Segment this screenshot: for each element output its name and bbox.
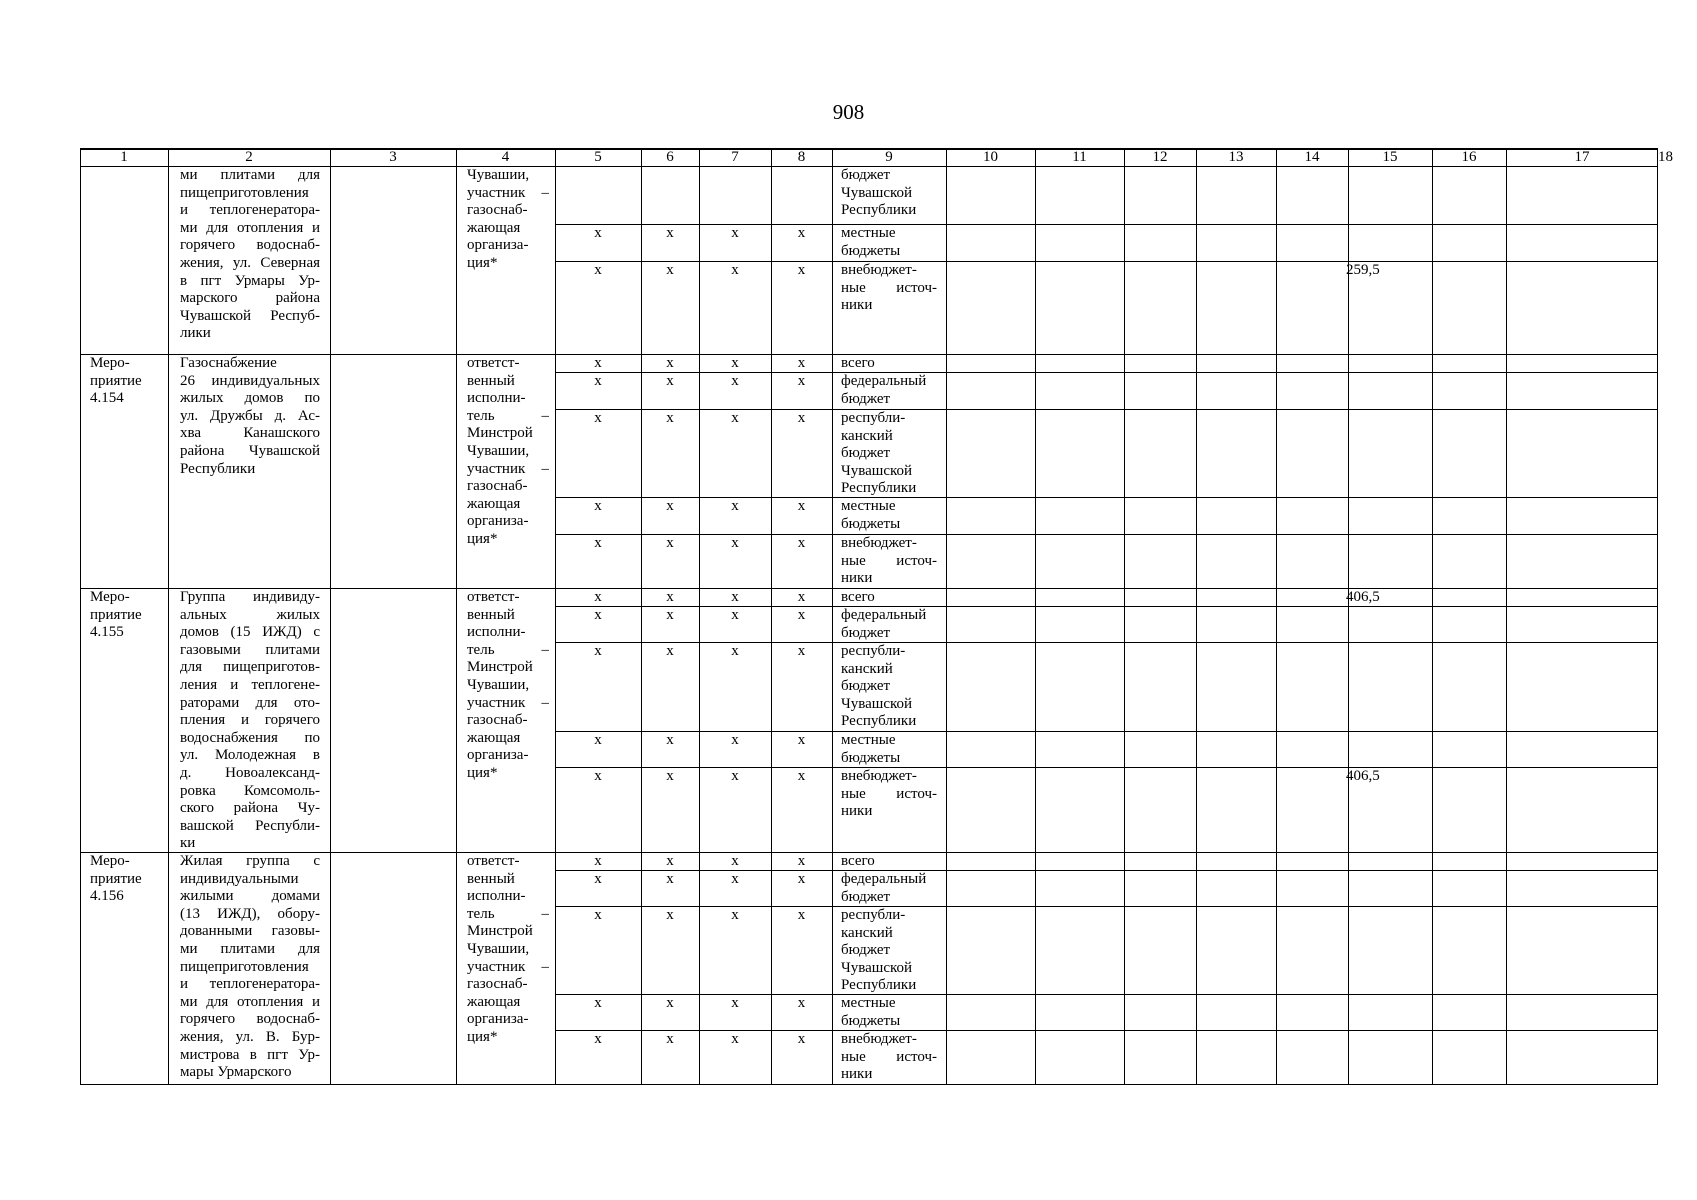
x-mark: x bbox=[666, 871, 674, 887]
x-mark: x bbox=[731, 373, 739, 389]
column-rule bbox=[1276, 148, 1277, 1084]
funding-source bbox=[841, 262, 937, 315]
budget-table bbox=[80, 148, 1673, 1084]
measure-description-line: хва Канашского bbox=[180, 425, 320, 442]
funding-source-line: ники bbox=[841, 570, 873, 587]
funding-source-line: местные bbox=[841, 995, 896, 1011]
x-mark: x bbox=[731, 262, 739, 278]
x-mark: x bbox=[666, 768, 674, 784]
value-col-15: 259,5 bbox=[1346, 262, 1380, 278]
column-rule bbox=[771, 148, 772, 1084]
funding-source-line: внебюджет- bbox=[841, 535, 917, 551]
executor-line: исполни- bbox=[467, 624, 526, 641]
funding-source-line: ные источ- bbox=[841, 1048, 937, 1065]
executor-line: жающая bbox=[467, 993, 521, 1010]
funding-source-line: внебюджет- bbox=[841, 768, 917, 784]
funding-source-line: бюджет bbox=[841, 390, 891, 407]
funding-source-line: канский bbox=[841, 924, 893, 941]
measure-id-line: приятие bbox=[90, 606, 142, 623]
measure-id-line: 4.156 bbox=[90, 888, 124, 905]
column-rule bbox=[1196, 148, 1197, 1084]
x-mark: x bbox=[731, 907, 739, 923]
funding-source bbox=[841, 768, 937, 821]
executor-line: ответст- bbox=[467, 853, 520, 869]
funding-source bbox=[841, 995, 937, 1030]
measure-description-line: (13 ИЖД), обору- bbox=[180, 905, 320, 922]
executor-line: участник – bbox=[467, 958, 549, 975]
measure-description-line: дованными газовы- bbox=[180, 923, 320, 940]
measure-description bbox=[180, 167, 320, 343]
x-mark: x bbox=[594, 768, 602, 784]
header-cell-17: 17 bbox=[1574, 149, 1590, 165]
funding-source bbox=[841, 643, 937, 731]
x-mark: x bbox=[731, 498, 739, 514]
column-rule bbox=[832, 148, 833, 1084]
header-cell-11: 11 bbox=[1072, 149, 1087, 165]
x-mark: x bbox=[797, 871, 806, 887]
x-mark: x bbox=[594, 1031, 602, 1047]
funding-source-line: федеральный bbox=[841, 373, 927, 389]
measure-description-line: в пгт Урмары Ур- bbox=[180, 272, 320, 289]
x-mark: x bbox=[594, 607, 602, 623]
measure-description-line: альных жилых bbox=[180, 606, 320, 623]
x-mark: x bbox=[797, 907, 806, 923]
x-mark: x bbox=[594, 995, 602, 1011]
x-mark: x bbox=[594, 589, 602, 605]
measure-description-line: индивидуальными bbox=[180, 870, 299, 887]
x-mark: x bbox=[666, 732, 674, 748]
column-rule bbox=[699, 148, 700, 1084]
x-mark: x bbox=[666, 907, 674, 923]
measure-description-line: района Чувашской bbox=[180, 442, 320, 459]
measure-description-line: ского района Чу- bbox=[180, 800, 320, 817]
header-cell-12: 12 bbox=[1152, 149, 1168, 165]
measure-description-line: Чувашской Респуб- bbox=[180, 307, 320, 324]
header-cell-15: 15 bbox=[1382, 149, 1398, 165]
x-mark: x bbox=[797, 732, 806, 748]
measure-description-line: жилыми домами bbox=[180, 888, 320, 905]
funding-source-line: внебюджет- bbox=[841, 1031, 917, 1047]
funding-source-line: канский bbox=[841, 660, 893, 677]
measure-description-line: ул. Дружбы д. Ас- bbox=[180, 407, 320, 424]
column-rule bbox=[1432, 148, 1433, 1084]
funding-source bbox=[841, 167, 937, 220]
x-mark: x bbox=[797, 589, 806, 605]
funding-source-line: Республики bbox=[841, 977, 917, 994]
funding-source-line: Республики bbox=[841, 713, 917, 730]
funding-source-line: федеральный bbox=[841, 871, 927, 887]
x-mark: x bbox=[797, 607, 806, 623]
measure-id bbox=[90, 355, 162, 408]
x-mark: x bbox=[731, 607, 739, 623]
funding-source-line: бюджет bbox=[841, 624, 891, 641]
x-mark: x bbox=[731, 853, 739, 869]
x-mark: x bbox=[731, 225, 739, 241]
measure-description-line: ул. Молодежная в bbox=[180, 747, 320, 764]
header-cell-5: 5 bbox=[594, 149, 602, 165]
x-mark: x bbox=[797, 768, 806, 784]
x-mark: x bbox=[797, 262, 806, 278]
executor-line: газоснаб- bbox=[467, 478, 528, 495]
executor-line: газоснаб- bbox=[467, 202, 528, 219]
funding-source-line: республи- bbox=[841, 410, 906, 426]
executor-line: Чувашии, bbox=[467, 442, 530, 459]
funding-source-line: Республики bbox=[841, 202, 917, 219]
funding-source bbox=[841, 607, 937, 642]
x-mark: x bbox=[666, 589, 674, 605]
header-cell-9: 9 bbox=[885, 149, 893, 165]
measure-description-line: вашской Республи- bbox=[180, 817, 320, 834]
header-cell-2: 2 bbox=[245, 149, 253, 165]
measure-description-line: лики bbox=[180, 325, 211, 342]
executor-line: Минстрой bbox=[467, 659, 533, 676]
x-mark: x bbox=[731, 1031, 739, 1047]
executor-line: Минстрой bbox=[467, 923, 533, 940]
executor-line: организа- bbox=[467, 1011, 529, 1028]
funding-source-line: Чувашской bbox=[841, 462, 913, 479]
executor bbox=[467, 589, 549, 783]
funding-source-line: всего bbox=[841, 589, 875, 605]
measure-description-line: ми для отопления и bbox=[180, 993, 320, 1010]
measure-description-line: и теплогенератора- bbox=[180, 976, 320, 993]
measure-description-line: для пищеприготов- bbox=[180, 659, 320, 676]
measure-description-line: Жилая группа с bbox=[180, 853, 320, 869]
funding-source bbox=[841, 373, 937, 408]
executor-line: жающая bbox=[467, 219, 521, 236]
measure-description-line: мистрова в пгт Ур- bbox=[180, 1046, 320, 1063]
executor-line: Чувашии, bbox=[467, 167, 530, 183]
measure-description-line: мары Урмарского bbox=[180, 1064, 292, 1081]
x-mark: x bbox=[666, 225, 674, 241]
funding-source-line: бюджет bbox=[841, 678, 891, 695]
measure-description-line: газовыми плитами bbox=[180, 641, 320, 658]
x-mark: x bbox=[666, 373, 674, 389]
x-mark: x bbox=[666, 607, 674, 623]
measure-description-line: ровка Комсомоль- bbox=[180, 782, 320, 799]
executor-line: ответст- bbox=[467, 355, 520, 371]
x-mark: x bbox=[666, 995, 674, 1011]
x-mark: x bbox=[731, 535, 739, 551]
measure-description-line: Газоснабжение bbox=[180, 355, 277, 371]
x-mark: x bbox=[594, 262, 602, 278]
executor-line: организа- bbox=[467, 513, 529, 530]
x-mark: x bbox=[731, 995, 739, 1011]
funding-source-line: бюджет bbox=[841, 167, 891, 183]
column-rule bbox=[80, 148, 81, 1084]
x-mark: x bbox=[594, 871, 602, 887]
x-mark: x bbox=[797, 535, 806, 551]
measure-description-line: ки bbox=[180, 835, 196, 852]
executor-line: участник – bbox=[467, 184, 549, 201]
measure-description-line: пления и горячего bbox=[180, 712, 320, 729]
funding-source-line: бюджет bbox=[841, 445, 891, 462]
x-mark: x bbox=[666, 355, 674, 371]
measure-id-line: Меро- bbox=[90, 853, 130, 869]
funding-source-line: местные bbox=[841, 732, 896, 748]
funding-source-line: Республики bbox=[841, 480, 917, 497]
executor-line: венный bbox=[467, 372, 515, 389]
funding-source-line: ные источ- bbox=[841, 552, 937, 569]
x-mark: x bbox=[797, 410, 806, 426]
column-rule bbox=[555, 148, 556, 1084]
measure-description-line: жения, ул. В. Бур- bbox=[180, 1028, 320, 1045]
measure-description-line: раторами для ото- bbox=[180, 694, 320, 711]
header-cell-18: 18 bbox=[1658, 149, 1673, 165]
x-mark: x bbox=[731, 732, 739, 748]
column-rule bbox=[641, 148, 642, 1084]
x-mark: x bbox=[731, 643, 739, 659]
value-col-15: 406,5 bbox=[1346, 589, 1380, 605]
funding-source-line: ники bbox=[841, 1066, 873, 1083]
executor-line: жающая bbox=[467, 495, 521, 512]
x-mark: x bbox=[594, 535, 602, 551]
executor bbox=[467, 167, 549, 273]
x-mark: x bbox=[666, 262, 674, 278]
measure-id bbox=[90, 589, 162, 642]
measure-description-line: жилых домов по bbox=[180, 390, 320, 407]
measure-id-line: Меро- bbox=[90, 589, 130, 605]
executor-line: организа- bbox=[467, 747, 529, 764]
column-rule bbox=[1506, 148, 1507, 1084]
funding-source-line: республи- bbox=[841, 907, 906, 923]
column-rule bbox=[946, 148, 947, 1084]
executor-line: жающая bbox=[467, 729, 521, 746]
funding-source-line: местные bbox=[841, 498, 896, 514]
executor-line: газоснаб- bbox=[467, 976, 528, 993]
funding-source-line: Чувашской bbox=[841, 959, 913, 976]
measure-description-line: ми плитами для bbox=[180, 940, 320, 957]
x-mark: x bbox=[797, 643, 806, 659]
funding-source-line: бюджеты bbox=[841, 749, 901, 766]
x-mark: x bbox=[594, 498, 602, 514]
header-cell-4: 4 bbox=[501, 149, 510, 165]
measure-description-line: ми для отопления и bbox=[180, 219, 320, 236]
header-cell-3: 3 bbox=[389, 149, 397, 165]
funding-source-line: всего bbox=[841, 853, 875, 869]
funding-source bbox=[841, 853, 937, 871]
executor-line: тель – bbox=[467, 407, 549, 424]
funding-source bbox=[841, 871, 937, 906]
funding-source-line: местные bbox=[841, 225, 896, 241]
measure-description-line: пищеприготовления bbox=[180, 958, 309, 975]
header-cell-7: 7 bbox=[731, 149, 739, 165]
executor-line: участник – bbox=[467, 460, 549, 477]
executor-line: газоснаб- bbox=[467, 712, 528, 729]
x-mark: x bbox=[731, 589, 739, 605]
funding-source bbox=[841, 410, 937, 498]
column-rule bbox=[1124, 148, 1125, 1084]
measure-description-line: горячего водоснаб- bbox=[180, 1011, 320, 1028]
funding-source bbox=[841, 907, 937, 995]
funding-source-line: бюджеты bbox=[841, 1012, 901, 1029]
funding-source-line: ные источ- bbox=[841, 785, 937, 802]
measure-description-line: пищеприготовления bbox=[180, 184, 309, 201]
funding-source bbox=[841, 732, 937, 767]
column-rule bbox=[456, 148, 457, 1084]
funding-source bbox=[841, 535, 937, 588]
executor-line: исполни- bbox=[467, 888, 526, 905]
executor-line: тель – bbox=[467, 905, 549, 922]
measure-description-line: марского района bbox=[180, 290, 320, 307]
x-mark: x bbox=[797, 853, 806, 869]
funding-source-line: бюджеты bbox=[841, 515, 901, 532]
executor-line: участник – bbox=[467, 694, 549, 711]
measure-description-line: и теплогенератора- bbox=[180, 202, 320, 219]
measure-description-line: д. Новоалександ- bbox=[180, 764, 320, 781]
executor-line: ция* bbox=[467, 1028, 498, 1045]
measure-description-line: водоснабжения по bbox=[180, 729, 320, 746]
funding-source bbox=[841, 225, 937, 260]
x-mark: x bbox=[731, 355, 739, 371]
funding-source bbox=[841, 1031, 937, 1084]
x-mark: x bbox=[594, 355, 602, 371]
funding-source-line: внебюджет- bbox=[841, 262, 917, 278]
funding-source-line: Чувашской bbox=[841, 184, 913, 201]
measure-id bbox=[90, 853, 162, 906]
executor-line: ция* bbox=[467, 764, 498, 781]
executor-line: венный bbox=[467, 870, 515, 887]
header-cell-13: 13 bbox=[1228, 149, 1244, 165]
x-mark: x bbox=[666, 853, 674, 869]
measure-description bbox=[180, 589, 320, 853]
executor bbox=[467, 853, 549, 1047]
executor-line: организа- bbox=[467, 237, 529, 254]
header-cell-14: 14 bbox=[1304, 149, 1320, 165]
header-cell-16: 16 bbox=[1461, 149, 1477, 165]
measure-description bbox=[180, 355, 320, 478]
x-mark: x bbox=[594, 225, 602, 241]
x-mark: x bbox=[797, 1031, 806, 1047]
measure-description-line: домов (15 ИЖД) с bbox=[180, 624, 320, 641]
measure-id-line: Меро- bbox=[90, 355, 130, 371]
funding-source-line: бюджет bbox=[841, 888, 891, 905]
funding-source-line: бюджеты bbox=[841, 242, 901, 259]
column-rule bbox=[1035, 148, 1036, 1084]
funding-source bbox=[841, 355, 937, 373]
x-mark: x bbox=[797, 355, 806, 371]
executor-line: ответст- bbox=[467, 589, 520, 605]
measure-description-line: 26 индивидуальных bbox=[180, 372, 320, 389]
measure-description-line: ми плитами для bbox=[180, 167, 320, 183]
x-mark: x bbox=[594, 853, 602, 869]
funding-source-line: бюджет bbox=[841, 942, 891, 959]
measure-description-line: жения, ул. Северная bbox=[180, 254, 320, 271]
funding-source-line: всего bbox=[841, 355, 875, 371]
value-col-15: 406,5 bbox=[1346, 768, 1380, 784]
x-mark: x bbox=[797, 373, 806, 389]
funding-source bbox=[841, 498, 937, 533]
executor-line: ция* bbox=[467, 530, 498, 547]
measure-description-line: ления и теплогене- bbox=[180, 676, 320, 693]
measure-description-line: горячего водоснаб- bbox=[180, 237, 320, 254]
measure-id-line: 4.155 bbox=[90, 624, 124, 641]
funding-source-line: ные источ- bbox=[841, 279, 937, 296]
funding-source-line: республи- bbox=[841, 643, 906, 659]
header-cell-6: 6 bbox=[666, 149, 674, 165]
executor-line: Чувашии, bbox=[467, 676, 530, 693]
x-mark: x bbox=[731, 871, 739, 887]
funding-source-line: канский bbox=[841, 427, 893, 444]
funding-source-line: Чувашской bbox=[841, 695, 913, 712]
x-mark: x bbox=[731, 768, 739, 784]
executor-line: исполни- bbox=[467, 390, 526, 407]
executor-line: тель – bbox=[467, 641, 549, 658]
x-mark: x bbox=[594, 643, 602, 659]
executor bbox=[467, 355, 549, 549]
column-rule bbox=[1657, 148, 1658, 1084]
executor-line: ция* bbox=[467, 254, 498, 271]
funding-source bbox=[841, 589, 937, 607]
x-mark: x bbox=[594, 732, 602, 748]
measure-id-line: 4.154 bbox=[90, 390, 124, 407]
column-rule bbox=[330, 148, 331, 1084]
x-mark: x bbox=[797, 995, 806, 1011]
x-mark: x bbox=[594, 907, 602, 923]
x-mark: x bbox=[666, 1031, 674, 1047]
header-cell-8: 8 bbox=[797, 149, 806, 165]
x-mark: x bbox=[797, 225, 806, 241]
funding-source-line: федеральный bbox=[841, 607, 927, 623]
x-mark: x bbox=[666, 410, 674, 426]
column-rule bbox=[168, 148, 169, 1084]
measure-description-line: Республики bbox=[180, 460, 256, 477]
executor-line: венный bbox=[467, 606, 515, 623]
funding-source-line: ники bbox=[841, 297, 873, 314]
executor-line: Минстрой bbox=[467, 425, 533, 442]
measure-id-line: приятие bbox=[90, 372, 142, 389]
measure-description-line: Группа индивиду- bbox=[180, 589, 320, 605]
x-mark: x bbox=[594, 410, 602, 426]
x-mark: x bbox=[797, 498, 806, 514]
funding-source-line: ники bbox=[841, 803, 873, 820]
x-mark: x bbox=[666, 643, 674, 659]
row-rule bbox=[80, 1084, 1658, 1085]
header-cell-10: 10 bbox=[983, 149, 998, 165]
x-mark: x bbox=[666, 498, 674, 514]
x-mark: x bbox=[731, 410, 739, 426]
column-rule bbox=[1348, 148, 1349, 1084]
x-mark: x bbox=[666, 535, 674, 551]
measure-description bbox=[180, 853, 320, 1082]
executor-line: Чувашии, bbox=[467, 940, 530, 957]
measure-id-line: приятие bbox=[90, 870, 142, 887]
header-cell-1: 1 bbox=[120, 149, 128, 165]
page-number: 908 bbox=[832, 100, 865, 124]
x-mark: x bbox=[594, 373, 602, 389]
